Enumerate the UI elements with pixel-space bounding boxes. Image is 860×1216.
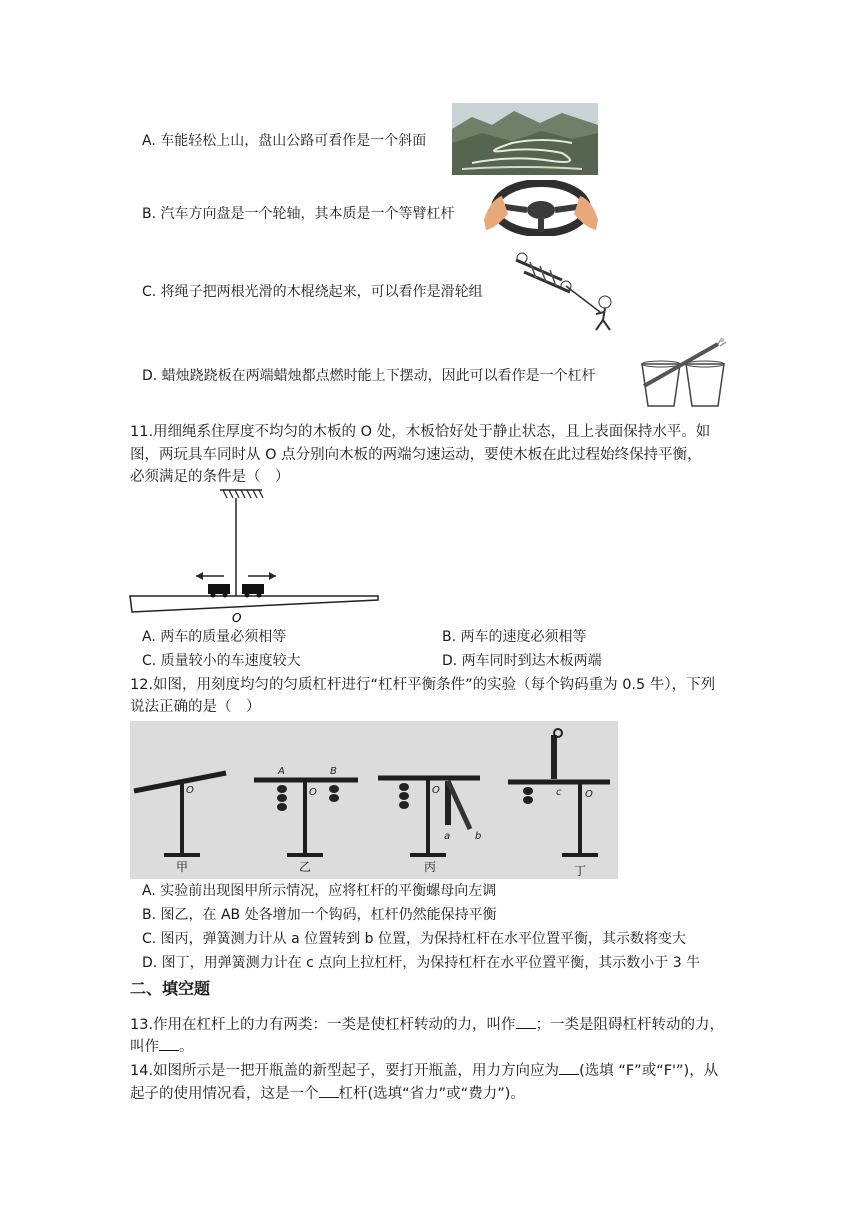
q11-stem-line3: 必须满足的条件是（ ）: [130, 469, 290, 485]
q10-option-b: B. 汽车方向盘是一个轮轴，其本质是一个等臂杠杆: [142, 206, 455, 222]
label-jia: 甲: [176, 860, 189, 874]
q10-option-c: C. 将绳子把两根光滑的木棍绕起来，可以看作是滑轮组: [142, 284, 483, 300]
q13-line1: [130, 1014, 724, 1035]
q14-blank-2[interactable]: [319, 1083, 339, 1098]
label-yi: 乙: [299, 860, 312, 874]
q11-stem-line2: 图，两玩具车同时从 O 点分别向木板的两端匀速运动，要使木板在此过程始终保持平衡，: [130, 447, 702, 463]
label-bing-o: O: [432, 785, 440, 796]
board-and-toy-cars-diagram: [128, 486, 380, 626]
q13-text-3: 叫作: [130, 1039, 159, 1055]
q12-option-b: B. 图乙，在 AB 处各增加一个钩码，杠杆仍然能保持平衡: [142, 907, 497, 923]
ropes-and-sticks-picture: [510, 250, 620, 332]
q13-text-4: 。: [179, 1039, 194, 1055]
label-jia-o: O: [186, 785, 194, 796]
q14-text-4: 杠杆(选填“省力”或“费力”)。: [338, 1086, 525, 1102]
q13-text-1: 13.作用在杠杆上的力有两类：一类是使杠杆转动的力，叫作: [130, 1017, 516, 1033]
label-a-point: A: [278, 766, 285, 777]
q14-text-1: 14.如图所示是一把开瓶盖的新型起子，要打开瓶盖，用力方向应为: [130, 1063, 560, 1079]
q12-stem-line1: 12.如图，用刻度均匀的匀质杠杆进行“杠杆平衡条件”的实验（每个钩码重为 0.5 牛），下列: [130, 677, 716, 693]
q11-option-c: C. 质量较小的车速度较大: [142, 653, 301, 669]
label-ding-o: O: [585, 789, 593, 800]
lever-experiment-photo: [130, 721, 618, 879]
label-ding: 丁: [574, 864, 587, 878]
q13-blank-1[interactable]: [516, 1014, 536, 1029]
label-a-position: a: [444, 831, 451, 842]
steering-wheel-picture: [482, 180, 600, 236]
figure-label-o: O: [232, 611, 242, 625]
label-yi-o: O: [309, 787, 317, 798]
q12-option-c: C. 图丙，弹簧测力计从 a 位置转到 b 位置，为保持杠杆在水平位置平衡，其示数将变大: [142, 931, 686, 947]
label-c-point: c: [556, 787, 562, 798]
q13-text-2: ；一类是阻碍杠杆转动的力，: [535, 1017, 725, 1033]
section-fill-in-title: 二、填空题: [130, 979, 211, 998]
q13-blank-2[interactable]: [159, 1036, 179, 1051]
q12-stem-line2: 说法正确的是（ ）: [130, 699, 261, 715]
mountain-road-photo: [452, 103, 598, 175]
q14-line2: [130, 1083, 525, 1104]
q11-option-a: A. 两车的质量必须相等: [142, 629, 287, 645]
q14-text-3: 起子的使用情况看，这是一个: [130, 1086, 319, 1102]
q13-line2: [130, 1036, 194, 1057]
label-b-point: B: [330, 766, 337, 777]
q11-option-b: B. 两车的速度必须相等: [442, 629, 587, 645]
q14-line1: [130, 1060, 718, 1081]
label-bing: 丙: [424, 860, 437, 874]
q14-blank-1[interactable]: [559, 1060, 579, 1075]
q12-option-d: D. 图丁，用弹簧测力计在 c 点向上拉杠杆，为保持杠杆在水平位置平衡，其示数小于 3 牛: [142, 955, 701, 971]
label-b-position: b: [475, 831, 482, 842]
q10-option-a: A. 车能轻松上山，盘山公路可看作是一个斜面: [142, 133, 427, 149]
candle-seesaw-picture: [634, 336, 732, 410]
q10-option-d: D. 蜡烛跷跷板在两端蜡烛都点燃时能上下摆动，因此可以看作是一个杠杆: [142, 368, 596, 384]
q14-text-2: (选填 “F”或“F'”)，从: [579, 1063, 719, 1079]
q11-option-d: D. 两车同时到达木板两端: [442, 653, 602, 669]
q12-option-a: A. 实验前出现图甲所示情况，应将杠杆的平衡螺母向左调: [142, 883, 497, 899]
q11-stem-line1: 11.用细绳系住厚度不均匀的木板的 O 处，木板恰好处于静止状态，且上表面保持水平。如: [130, 424, 711, 440]
